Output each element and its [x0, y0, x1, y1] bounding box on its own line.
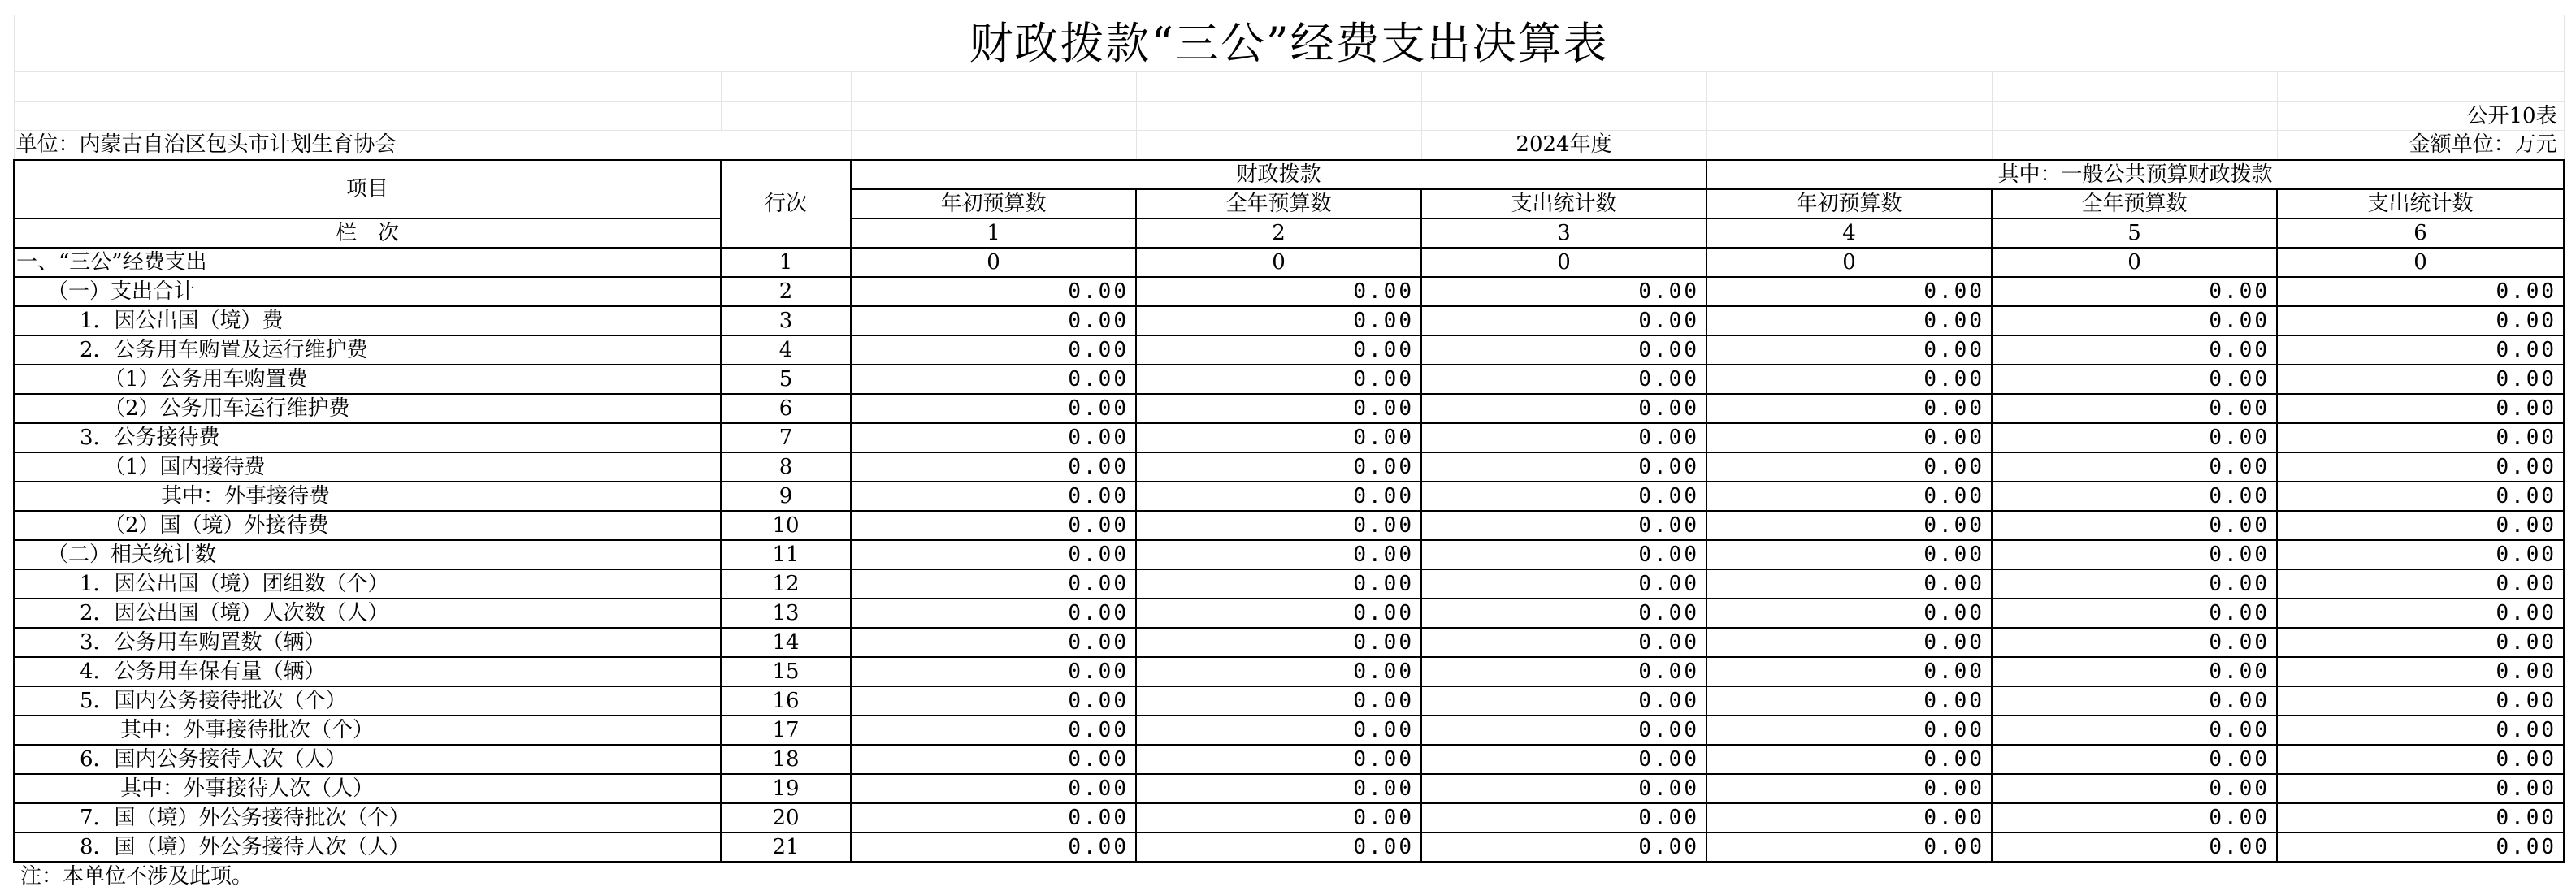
row-value: 0.00 [1421, 803, 1706, 833]
header-col-num: 1 [851, 218, 1136, 248]
row-label: 其中：外事接待费 [14, 482, 721, 511]
table-row [14, 306, 2564, 335]
row-value: 0.00 [1136, 452, 1421, 482]
row-value: 0.00 [1706, 657, 1992, 686]
header-col: 支出统计数 [2277, 189, 2564, 218]
row-line-no: 9 [721, 482, 851, 511]
row-value: 0.00 [2277, 335, 2564, 365]
row-value: 0.00 [851, 833, 1136, 862]
row-line-no: 20 [721, 803, 851, 833]
amount-unit: 金额单位：万元 [2277, 131, 2564, 160]
table-row [14, 394, 2564, 423]
row-value: 0.00 [1136, 540, 1421, 569]
row-line-no: 15 [721, 657, 851, 686]
row-value: 0 [1421, 248, 1706, 277]
row-value: 0.00 [1421, 423, 1706, 452]
row-label: 其中：外事接待批次（个） [14, 716, 721, 745]
row-value: 0.00 [1136, 365, 1421, 394]
table-row [14, 540, 2564, 569]
header-col: 年初预算数 [851, 189, 1136, 218]
row-value: 0.00 [2277, 277, 2564, 306]
table-row [14, 482, 2564, 511]
row-value: 0.00 [2277, 774, 2564, 803]
row-value: 0.00 [1136, 657, 1421, 686]
row-value: 0.00 [1421, 569, 1706, 599]
row-value: 0.00 [1706, 335, 1992, 365]
row-value: 0.00 [2277, 306, 2564, 335]
row-value: 0.00 [851, 452, 1136, 482]
row-line-no: 17 [721, 716, 851, 745]
header-col: 年初预算数 [1706, 189, 1992, 218]
row-value: 0.00 [2277, 716, 2564, 745]
row-value: 0.00 [851, 335, 1136, 365]
row-value: 0.00 [1992, 745, 2277, 774]
row-value: 0.00 [1992, 394, 2277, 423]
row-value: 0.00 [851, 716, 1136, 745]
row-value: 0.00 [2277, 628, 2564, 657]
row-label: （1）国内接待费 [14, 452, 721, 482]
table-row [14, 511, 2564, 540]
row-value: 0.00 [1706, 423, 1992, 452]
row-line-no: 16 [721, 686, 851, 716]
row-value: 0.00 [851, 599, 1136, 628]
row-value: 0.00 [1421, 599, 1706, 628]
row-value: 0.00 [1421, 365, 1706, 394]
table-row [14, 248, 2564, 277]
row-line-no: 10 [721, 511, 851, 540]
footnote: 注：本单位不涉及此项。 [20, 864, 254, 889]
header-line-no: 行次 [721, 160, 851, 248]
row-value: 0 [1706, 248, 1992, 277]
row-value: 0.00 [1706, 628, 1992, 657]
row-value: 0.00 [1706, 686, 1992, 716]
row-label: 3．公务用车购置数（辆） [14, 628, 721, 657]
row-label: 2．公务用车购置及运行维护费 [14, 335, 721, 365]
row-value: 0.00 [1706, 716, 1992, 745]
row-value: 0.00 [1136, 803, 1421, 833]
row-value: 0.00 [1992, 306, 2277, 335]
table-code: 公开10表 [2277, 102, 2564, 131]
row-line-no: 11 [721, 540, 851, 569]
row-value: 0.00 [1136, 569, 1421, 599]
row-value: 0 [1136, 248, 1421, 277]
table-row [14, 628, 2564, 657]
row-value: 0.00 [1136, 745, 1421, 774]
row-value: 0.00 [1706, 365, 1992, 394]
row-label: （2）国（境）外接待费 [14, 511, 721, 540]
row-value: 0.00 [1136, 423, 1421, 452]
row-value: 0.00 [1421, 833, 1706, 862]
row-value: 0.00 [1421, 657, 1706, 686]
row-label: 其中：外事接待人次（人） [14, 774, 721, 803]
row-value: 0.00 [851, 686, 1136, 716]
row-value: 0.00 [1992, 335, 2277, 365]
row-value: 0.00 [1136, 335, 1421, 365]
row-line-no: 21 [721, 833, 851, 862]
row-value: 0.00 [1421, 277, 1706, 306]
spacer-row [14, 72, 2564, 102]
row-line-no: 6 [721, 394, 851, 423]
row-label: 6．国内公务接待人次（人） [14, 745, 721, 774]
row-value: 0.00 [1136, 716, 1421, 745]
header-col-num: 6 [2277, 218, 2564, 248]
row-value: 0.00 [851, 365, 1136, 394]
table-row [14, 745, 2564, 774]
row-value: 0.00 [1992, 686, 2277, 716]
row-value: 0.00 [1421, 716, 1706, 745]
row-line-no: 5 [721, 365, 851, 394]
row-line-no: 12 [721, 569, 851, 599]
row-value: 0.00 [851, 745, 1136, 774]
table-row [14, 569, 2564, 599]
table-row [14, 452, 2564, 482]
header-column-label: 栏 次 [14, 218, 721, 248]
table-row [14, 599, 2564, 628]
row-value: 0.00 [1136, 599, 1421, 628]
row-value: 0.00 [2277, 599, 2564, 628]
row-value: 0.00 [1706, 774, 1992, 803]
row-value: 0.00 [1992, 482, 2277, 511]
row-value: 0.00 [1992, 716, 2277, 745]
row-label: （一）支出合计 [14, 277, 721, 306]
row-label: 一、“三公”经费支出 [14, 248, 721, 277]
row-value: 0.00 [1706, 833, 1992, 862]
table-row [14, 803, 2564, 833]
row-value: 0.00 [1992, 803, 2277, 833]
row-value: 0.00 [1706, 569, 1992, 599]
row-value: 0.00 [1706, 482, 1992, 511]
row-label: 1．因公出国（境）费 [14, 306, 721, 335]
row-value: 0.00 [1706, 452, 1992, 482]
row-label: 1．因公出国（境）团组数（个） [14, 569, 721, 599]
row-value: 0.00 [1992, 511, 2277, 540]
row-value: 0.00 [1136, 774, 1421, 803]
row-value: 0.00 [1992, 657, 2277, 686]
row-value: 0.00 [1421, 511, 1706, 540]
row-value: 0.00 [1706, 394, 1992, 423]
expenditure-table [13, 15, 2565, 891]
row-value: 0.00 [1992, 540, 2277, 569]
row-value: 0.00 [1421, 745, 1706, 774]
row-value: 0.00 [1992, 833, 2277, 862]
row-line-no: 7 [721, 423, 851, 452]
row-value: 0.00 [851, 394, 1136, 423]
row-line-no: 4 [721, 335, 851, 365]
unit-label: 单位：内蒙古自治区包头市计划生育协会 [14, 131, 851, 160]
row-value: 0.00 [1992, 423, 2277, 452]
row-value: 0.00 [2277, 569, 2564, 599]
code-row [14, 102, 2564, 131]
row-value: 0.00 [1421, 394, 1706, 423]
row-value: 0.00 [1706, 511, 1992, 540]
row-value: 0.00 [851, 423, 1136, 452]
header-col-num: 5 [1992, 218, 2277, 248]
row-value: 0.00 [1136, 277, 1421, 306]
row-label: 7．国（境）外公务接待批次（个） [14, 803, 721, 833]
row-value: 0.00 [1706, 599, 1992, 628]
row-label: 2．因公出国（境）人次数（人） [14, 599, 721, 628]
row-line-no: 13 [721, 599, 851, 628]
header-col: 全年预算数 [1992, 189, 2277, 218]
row-value: 0.00 [1992, 599, 2277, 628]
header-item: 项目 [14, 160, 721, 218]
table-row [14, 277, 2564, 306]
row-value: 0.00 [1421, 628, 1706, 657]
row-value: 0.00 [851, 306, 1136, 335]
table-row [14, 774, 2564, 803]
row-value: 0.00 [1992, 277, 2277, 306]
row-line-no: 3 [721, 306, 851, 335]
note-row [14, 862, 2564, 891]
row-value: 0.00 [1136, 394, 1421, 423]
row-value: 0.00 [851, 803, 1136, 833]
row-value: 0.00 [2277, 833, 2564, 862]
header-col-num: 3 [1421, 218, 1706, 248]
row-value: 0.00 [1421, 540, 1706, 569]
row-line-no: 8 [721, 452, 851, 482]
table-row [14, 716, 2564, 745]
row-label: 8．国（境）外公务接待人次（人） [14, 833, 721, 862]
row-value: 0.00 [1706, 306, 1992, 335]
year-label: 2024年度 [1421, 131, 1706, 160]
page-title: 财政拨款“三公”经费支出决算表 [14, 15, 2564, 72]
row-value: 0.00 [1706, 803, 1992, 833]
header-row-3 [14, 218, 2564, 248]
row-value: 0.00 [2277, 452, 2564, 482]
header-col: 支出统计数 [1421, 189, 1706, 218]
row-value: 0.00 [1421, 335, 1706, 365]
row-label: （1）公务用车购置费 [14, 365, 721, 394]
row-value: 0.00 [851, 774, 1136, 803]
row-value: 0.00 [1992, 365, 2277, 394]
row-line-no: 14 [721, 628, 851, 657]
row-value: 0.00 [2277, 686, 2564, 716]
row-value: 0.00 [851, 511, 1136, 540]
row-value: 0.00 [1136, 686, 1421, 716]
row-value: 0.00 [2277, 540, 2564, 569]
header-group-fiscal: 财政拨款 [851, 160, 1706, 189]
row-value: 0.00 [2277, 365, 2564, 394]
row-value: 0.00 [2277, 657, 2564, 686]
row-value: 0 [1992, 248, 2277, 277]
table-row [14, 335, 2564, 365]
title-row [14, 15, 2564, 72]
header-col: 全年预算数 [1136, 189, 1421, 218]
row-line-no: 2 [721, 277, 851, 306]
row-value: 0.00 [1992, 569, 2277, 599]
row-label: （2）公务用车运行维护费 [14, 394, 721, 423]
table-row [14, 686, 2564, 716]
row-value: 0.00 [2277, 394, 2564, 423]
row-label: （二）相关统计数 [14, 540, 721, 569]
row-value: 0.00 [1992, 628, 2277, 657]
row-label: 3．公务接待费 [14, 423, 721, 452]
header-group-general: 其中：一般公共预算财政拨款 [1706, 160, 2564, 189]
row-value: 0.00 [2277, 745, 2564, 774]
row-value: 0.00 [2277, 803, 2564, 833]
row-value: 0 [2277, 248, 2564, 277]
row-label: 5．国内公务接待批次（个） [14, 686, 721, 716]
row-value: 0.00 [1136, 628, 1421, 657]
row-value: 0.00 [1992, 774, 2277, 803]
row-value: 0.00 [1136, 511, 1421, 540]
row-line-no: 19 [721, 774, 851, 803]
row-value: 0.00 [1421, 686, 1706, 716]
header-col-num: 4 [1706, 218, 1992, 248]
row-value: 0.00 [1136, 482, 1421, 511]
table-row [14, 365, 2564, 394]
table-row [14, 833, 2564, 862]
row-line-no: 18 [721, 745, 851, 774]
row-value: 0 [851, 248, 1136, 277]
row-value: 0.00 [1421, 774, 1706, 803]
row-value: 0.00 [851, 569, 1136, 599]
row-value: 0.00 [1136, 306, 1421, 335]
header-row-1 [14, 160, 2564, 189]
row-label: 4．公务用车保有量（辆） [14, 657, 721, 686]
row-value: 0.00 [851, 657, 1136, 686]
row-value: 0.00 [2277, 482, 2564, 511]
row-value: 0.00 [1421, 306, 1706, 335]
header-col-num: 2 [1136, 218, 1421, 248]
row-line-no: 1 [721, 248, 851, 277]
row-value: 0.00 [1706, 540, 1992, 569]
row-value: 0.00 [2277, 423, 2564, 452]
row-value: 0.00 [1706, 745, 1992, 774]
row-value: 0.00 [1421, 452, 1706, 482]
table-row [14, 657, 2564, 686]
row-value: 0.00 [2277, 511, 2564, 540]
row-value: 0.00 [1992, 452, 2277, 482]
row-value: 0.00 [851, 628, 1136, 657]
meta-row [14, 131, 2564, 160]
row-value: 0.00 [851, 277, 1136, 306]
report-sheet [13, 15, 2563, 891]
row-value: 0.00 [851, 482, 1136, 511]
row-value: 0.00 [1421, 482, 1706, 511]
row-value: 0.00 [851, 540, 1136, 569]
table-row [14, 423, 2564, 452]
row-value: 0.00 [1706, 277, 1992, 306]
row-value: 0.00 [1136, 833, 1421, 862]
